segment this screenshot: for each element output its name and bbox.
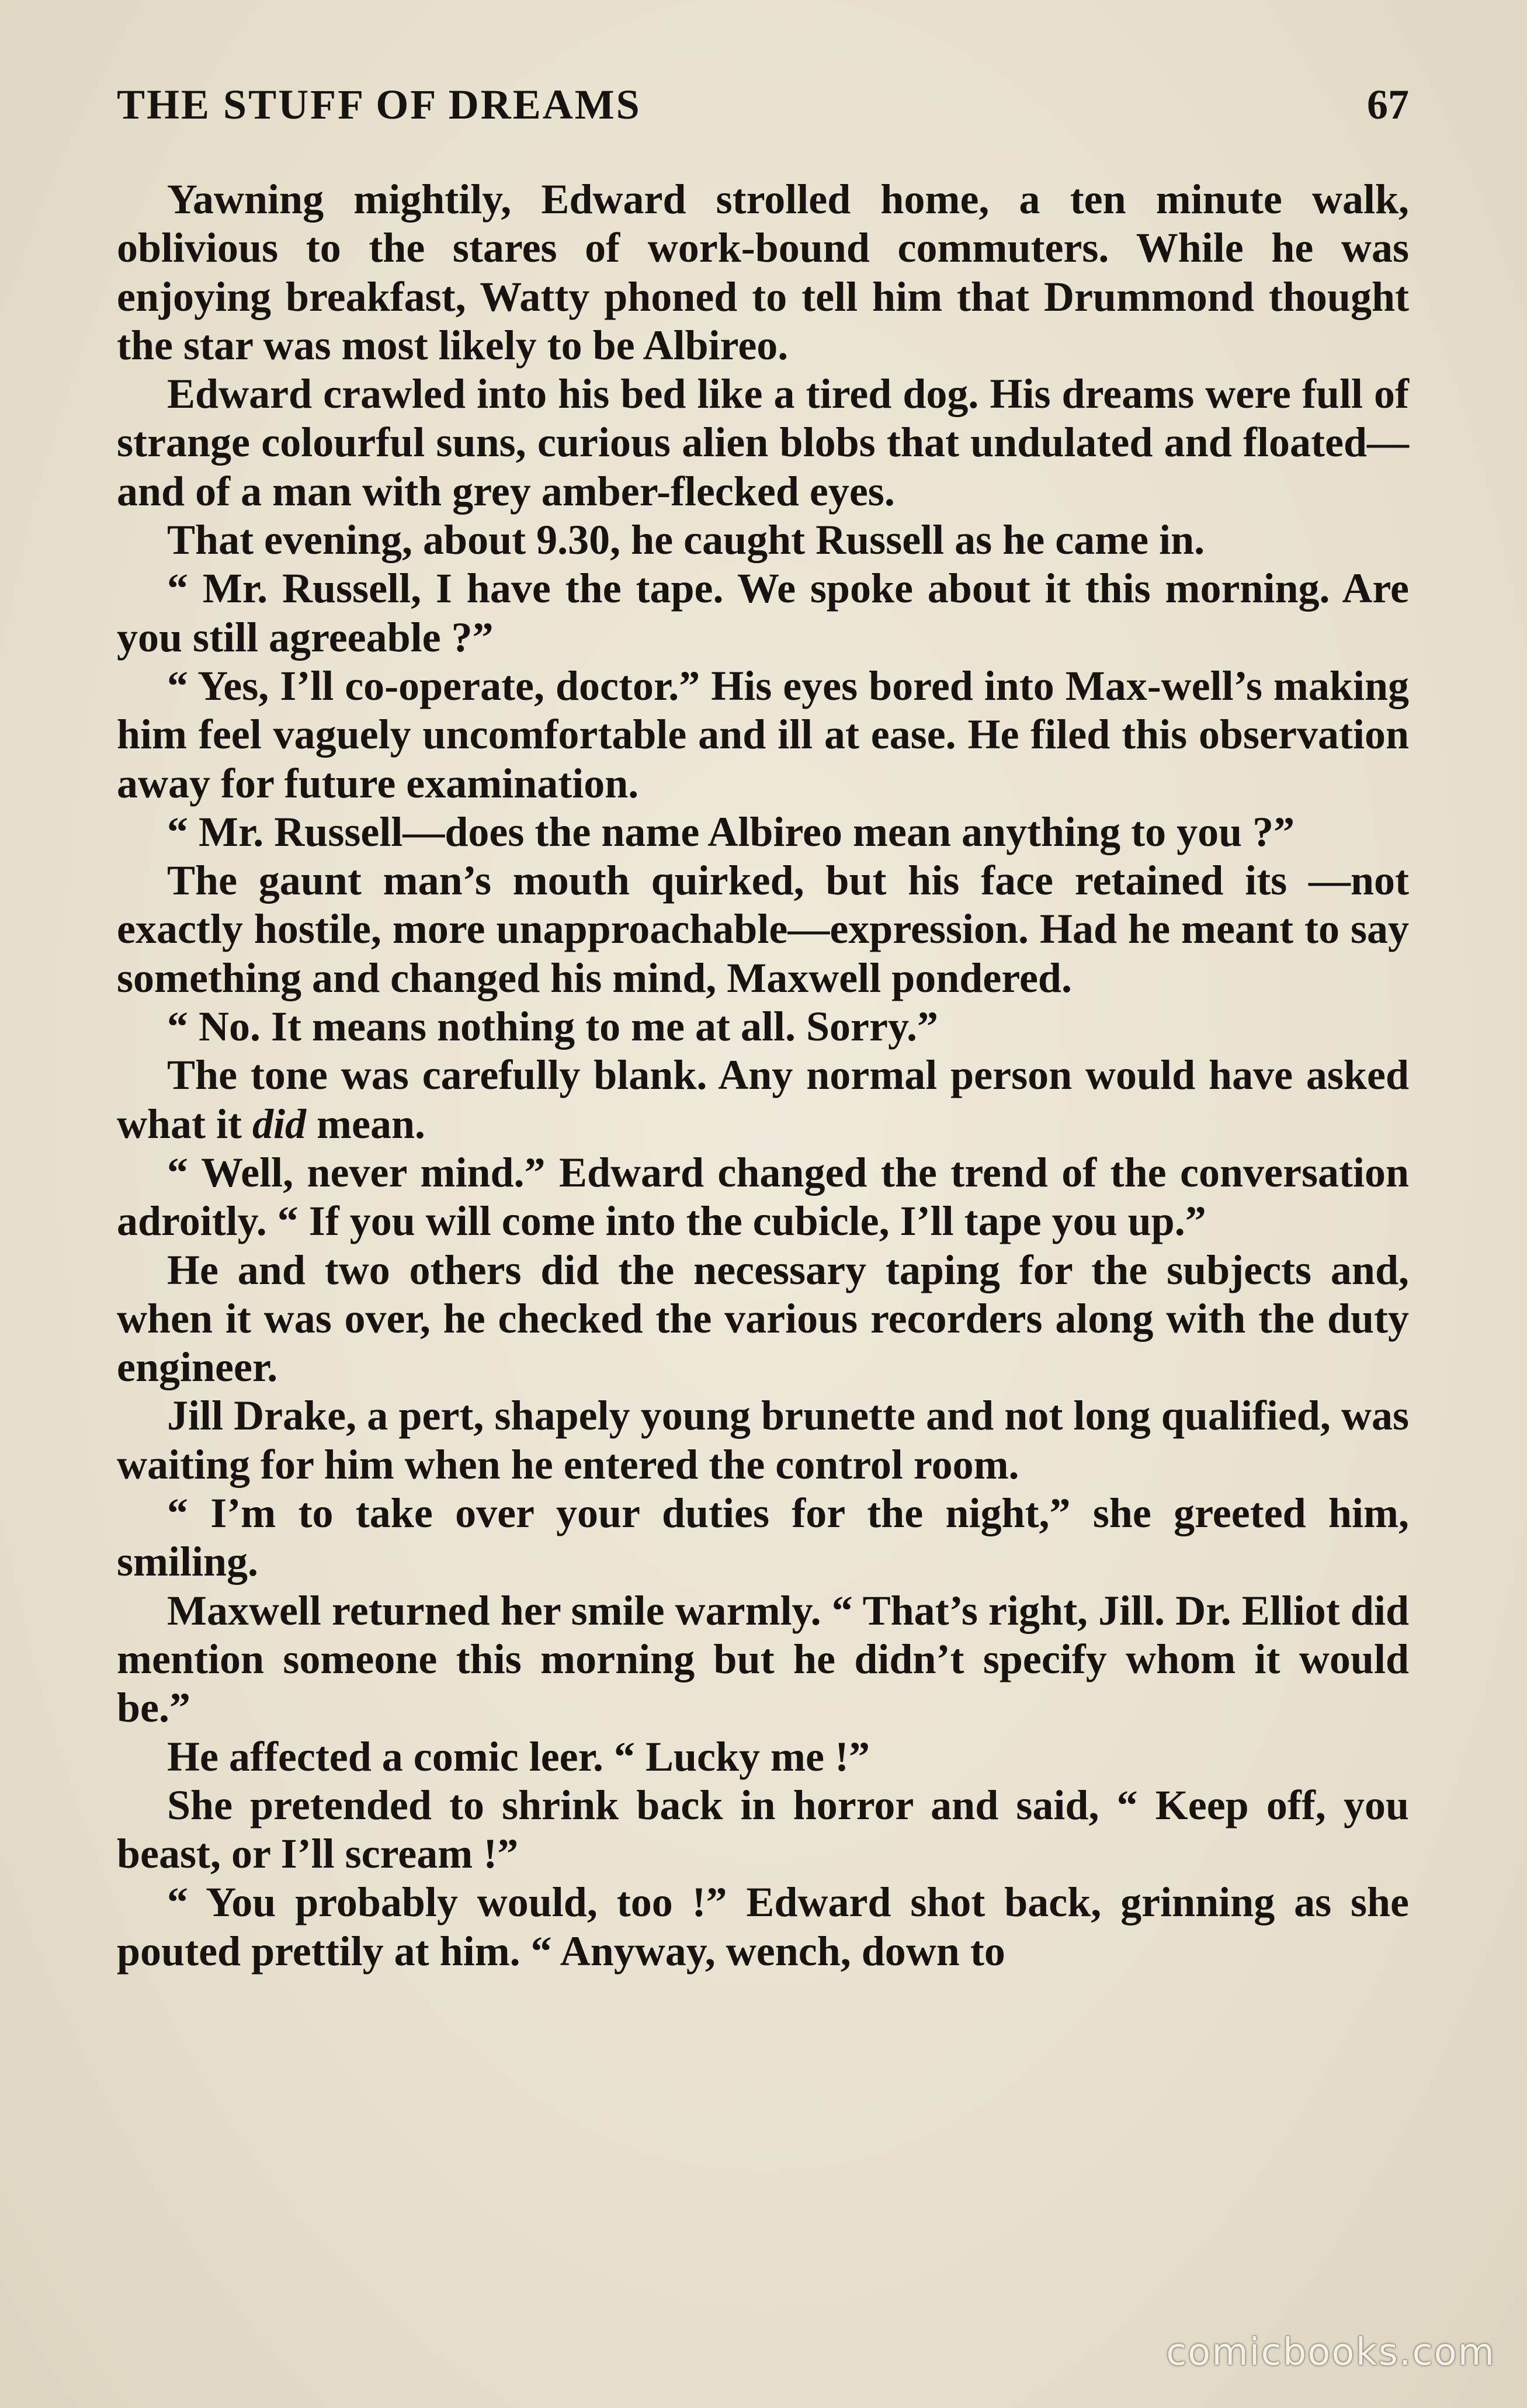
paragraph: The tone was carefully blank. Any normal person would have asked what it did mean. [117,1052,1409,1147]
watermark: comicbooks.com [1165,2331,1495,2374]
paragraph: Jill Drake, a pert, shapely young brunette and not long qualified, was waiting for him when he entered the control room. [117,1392,1409,1488]
paragraph: He affected a comic leer. “ Lucky me !” [167,1733,870,1780]
paragraph: Edward crawled into his bed like a tired dog. His dreams were full of strange colourful suns, curious alien blobs that undulated and floated—and of a man with grey amber-flecked eyes. [117,370,1409,515]
paragraph: He and two others did the necessary taping for the subjects and, when it was over, he checked the various recorders along with the duty engineer. [117,1246,1409,1391]
paragraph: Maxwell returned her smile warmly. “ That’s right, Jill. Dr. Elliot did mention someone this morning but he didn’t specify whom it would be.” [117,1587,1409,1732]
body-text [117,175,1409,1976]
paragraph: “ Mr. Russell—does the name Albireo mean anything to you ?” [167,808,1295,855]
running-head: THE STUFF OF DREAMS [117,81,641,128]
paragraph: “ No. It means nothing to me at all. Sorry.” [167,1003,938,1050]
paragraph: “ I’m to take over your duties for the night,” she greeted him, smiling. [117,1490,1409,1585]
paragraph: Yawning mightily, Edward strolled home, a ten minute walk, oblivious to the stares of work-bound commuters. While he was enjoying breakfast, Watty phoned to tell him that Drummond thought the star was most likely to be Albireo. [117,176,1409,369]
paragraph: “ Well, never mind.” Edward changed the trend of the conversation adroitly. “ If you will come into the cubicle, I’ll tape you up.” [117,1149,1409,1245]
emphasis: did [252,1100,307,1147]
paragraph: The gaunt man’s mouth quirked, but his face retained its —not exactly hostile, more unapproachable—expression. Had he meant to say something and changed his mind, Maxwell pondered. [117,857,1409,1001]
page-number: 67 [1367,81,1409,128]
paragraph: “ You probably would, too !” Edward shot back, grinning as she pouted prettily at him. “ Anyway, wench, down to [117,1879,1409,1975]
paragraph: “ Mr. Russell, I have the tape. We spoke about it this morning. Are you still agreeable ?” [117,565,1409,661]
paragraph: “ Yes, I’ll co-operate, doctor.” His eyes bored into Max-well’s making him feel vaguely uncomfortable and ill at ease. He filed this observation away for future examination. [117,662,1409,807]
paragraph: She pretended to shrink back in horror and said, “ Keep off, you beast, or I’ll scream !” [117,1781,1409,1878]
paragraph: That evening, about 9.30, he caught Russell as he came in. [167,516,1205,564]
page-header [117,81,1409,139]
